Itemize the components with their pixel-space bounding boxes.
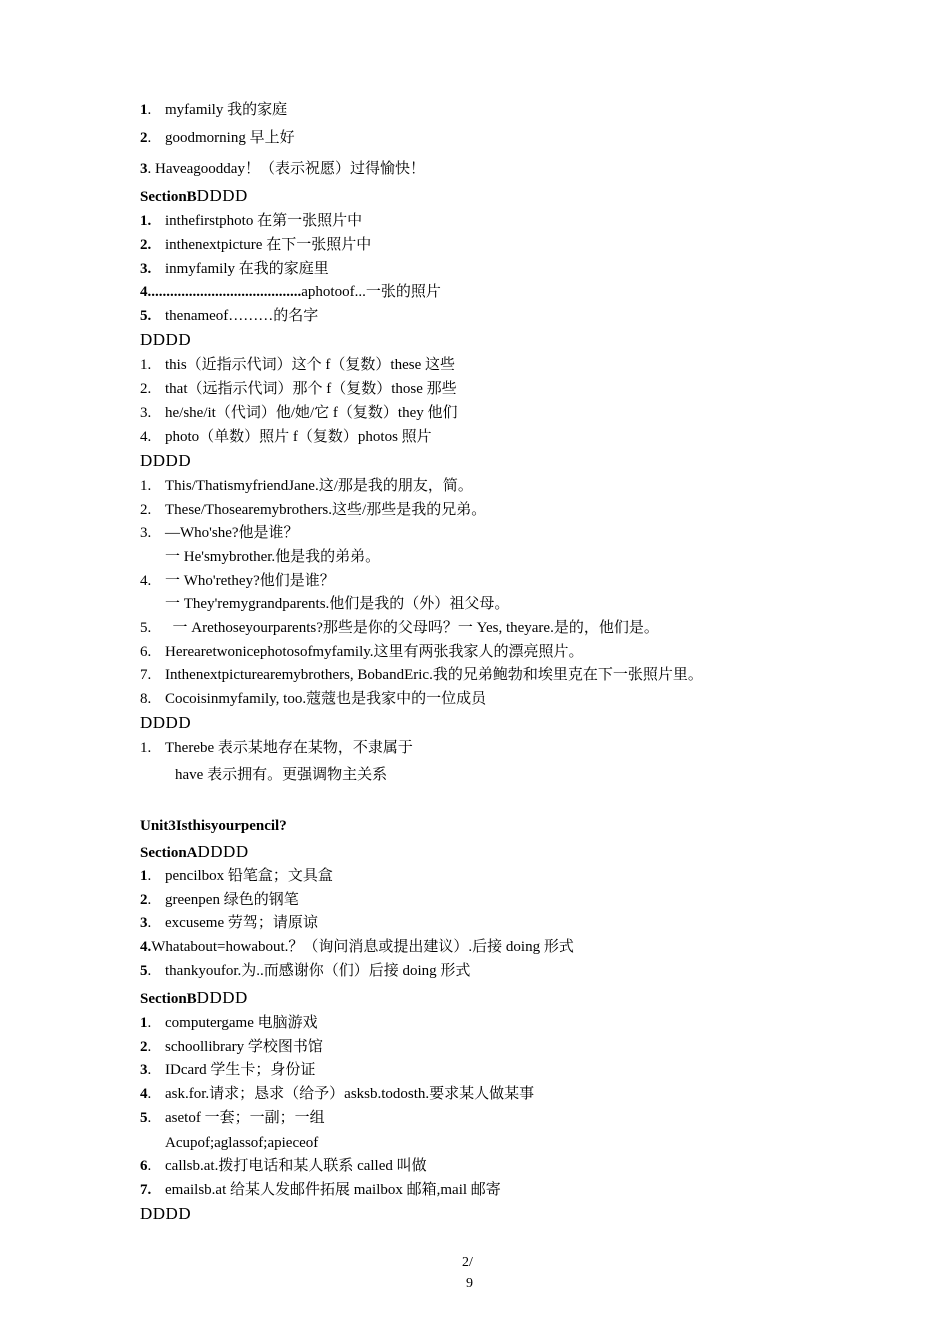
list-item-continuation: 一 He'smybrother.他是我的弟弟。 <box>165 549 381 565</box>
list-item: 4. photo（单数）照片 f（复数）photos 照片 <box>140 429 432 445</box>
list-item: 5. thankyoufor.为..而感谢你（们）后接 doing 形式 <box>140 963 471 979</box>
list-item: 1. myfamily 我的家庭 <box>140 102 288 118</box>
list-item: 4. ask.for.请求；恳求（给予）asksb.todosth.要求某人做某事 <box>140 1086 535 1102</box>
list-item: 5. thenameof………的名字 <box>140 308 319 324</box>
list-item-continuation: 一 They'remygrandparents.他们是我的（外）祖父母。 <box>165 596 510 612</box>
list-item: 1. computergame 电脑游戏 <box>140 1015 318 1031</box>
section-heading: DDDD <box>140 330 192 349</box>
list-item: 2. inthenextpicture 在下一张照片中 <box>140 237 372 253</box>
list-item: 2. greenpen 绿色的钢笔 <box>140 892 299 908</box>
list-item: 3. Haveagoodday！（表示祝愿）过得愉快！ <box>140 161 425 177</box>
list-item: 3. inmyfamily 在我的家庭里 <box>140 261 329 277</box>
list-item: 2. that（远指示代词）那个 f（复数）those 那些 <box>140 381 457 397</box>
list-item: 1. pencilbox 铅笔盒；文具盒 <box>140 868 333 884</box>
list-item-continuation: have 表示拥有。更强调物主关系 <box>175 767 388 783</box>
list-item: 5. 一 Arethoseyourparents?那些是你的父母吗？一 Yes, theyare.是的，他们是。 <box>140 620 659 636</box>
list-item: 1. this（近指示代词）这个 f（复数）these 这些 <box>140 357 455 373</box>
unit-title: Unit3Isthisyourpencil? <box>140 818 287 834</box>
list-item: 2. schoollibrary 学校图书馆 <box>140 1039 323 1055</box>
list-item: 3. excuseme 劳驾；请原谅 <box>140 915 318 931</box>
list-item: 5. asetof 一套；一副；一组 <box>140 1110 325 1126</box>
list-item: 1. This/ThatismyfriendJane.这/那是我的朋友，简。 <box>140 478 473 494</box>
page-number: 2/ <box>462 1255 473 1270</box>
section-heading: DDDD <box>140 451 192 470</box>
section-heading: SectionBDDDD <box>140 988 248 1007</box>
list-item: 2. These/Thosearemybrothers.这些/那些是我的兄弟。 <box>140 502 487 518</box>
list-item: 4.Whatabout=howabout.？（询问消息或提出建议）.后接 doing 形式 <box>140 939 574 955</box>
list-item: 4.........................................aphotoof...一张的照片 <box>140 284 441 300</box>
list-item: 8. Cocoisinmyfamily, too.蔻蔻也是我家中的一位成员 <box>140 691 487 707</box>
list-item: 7. Inthenextpicturearemybrothers, BobandEric.我的兄弟鲍勃和埃里克在下一张照片里。 <box>140 667 703 683</box>
section-heading: SectionBDDDD <box>140 186 248 205</box>
list-item: 1. inthefirstphoto 在第一张照片中 <box>140 213 363 229</box>
list-item-continuation: Acupof;aglassof;apieceof <box>165 1135 319 1151</box>
list-item: 3. he/she/it（代词）他/她/它 f（复数）they 他们 <box>140 405 458 421</box>
list-item: 1. Therebe 表示某地存在某物，不隶属于 <box>140 740 413 756</box>
list-item: 3. IDcard 学生卡；身份证 <box>140 1062 316 1078</box>
list-item: 2. goodmorning 早上好 <box>140 130 295 146</box>
list-item: 6. callsb.at.拨打电话和某人联系 called 叫做 <box>140 1158 427 1174</box>
section-heading: SectionADDDD <box>140 842 249 861</box>
section-heading: DDDD <box>140 1204 192 1223</box>
list-item: 4. 一 Who'rethey?他们是谁？ <box>140 573 335 589</box>
page-total: 9 <box>466 1276 473 1291</box>
list-item: 6. Herearetwonicephotosofmyfamily.这里有两张我家人的漂亮照片。 <box>140 644 584 660</box>
list-item: 3. —Who'she?他是谁？ <box>140 525 299 541</box>
list-item: 7. emailsb.at 给某人发邮件拓展 mailbox 邮箱,mail 邮寄 <box>140 1182 501 1198</box>
section-heading: DDDD <box>140 713 192 732</box>
